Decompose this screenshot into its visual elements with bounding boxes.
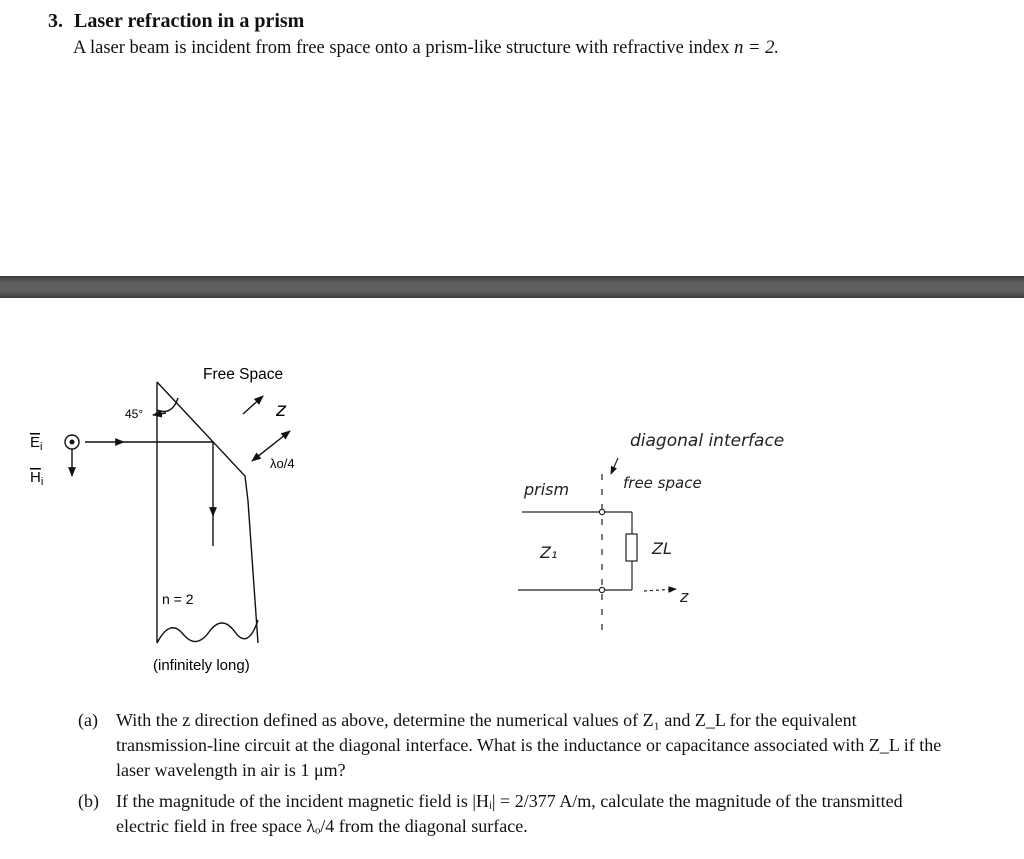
page-divider: [0, 276, 1024, 298]
part-b-label: (b): [78, 791, 99, 811]
bottom-node: [599, 587, 604, 592]
part-b-text: If the magnitude of the incident magnetic field is |Hᵢ| = 2/377 A/m, calculate the magnitude of the transmitted electric field in free space λₒ/4 from the diagonal surface.: [116, 791, 903, 836]
angle-arrow: [153, 413, 166, 415]
free-space-label: Free Space: [203, 366, 284, 383]
pointer-arrow: [611, 458, 618, 474]
part-a-text: With the z direction defined as above, determine the numerical values of Z₁ and Z_L for the equivalent transmission-line circuit at the diagonal interface. What is the inductance or capacitance associated with Z_L if the laser wavelength in air is 1 μm?: [116, 710, 942, 780]
z-axis-label: z: [680, 587, 689, 606]
problem-intro: [73, 38, 779, 59]
diagonal-interface-label: diagonal interface: [630, 431, 785, 451]
refractive-index: n = 2.: [734, 38, 779, 58]
part-a-label: (a): [78, 710, 98, 730]
problem-header: [48, 10, 304, 33]
z-direction-arrow: [243, 396, 263, 414]
load-impedance: [626, 534, 637, 561]
zl-label: ZL: [652, 539, 672, 558]
prism-wavy-bottom: [157, 620, 258, 643]
figure: [0, 298, 1024, 698]
problem-number: 3.: [48, 10, 63, 32]
part-b: [78, 789, 958, 839]
top-node: [599, 509, 604, 514]
e-label: $E_i$: [30, 434, 43, 453]
h-label: $H_i$: [30, 469, 44, 488]
angle-label: 45°: [125, 407, 144, 421]
lambda-label: λo/4: [270, 456, 295, 471]
n-label: n = 2: [162, 591, 194, 607]
z-label: z: [276, 399, 286, 421]
intro-text: A laser beam is incident from free space onto a prism-like structure with refractive index: [73, 38, 730, 58]
free-space-hand-label: free space: [623, 474, 702, 492]
angle-arc: [157, 398, 178, 412]
question-parts: [78, 708, 958, 845]
length-label: (infinitely long): [153, 657, 250, 674]
prism-label: prism: [524, 480, 570, 499]
z-axis-arrow: [644, 589, 676, 591]
problem-title: Laser refraction in a prism: [74, 10, 305, 32]
part-a: [78, 708, 958, 783]
z1-label: Z₁: [540, 543, 558, 562]
